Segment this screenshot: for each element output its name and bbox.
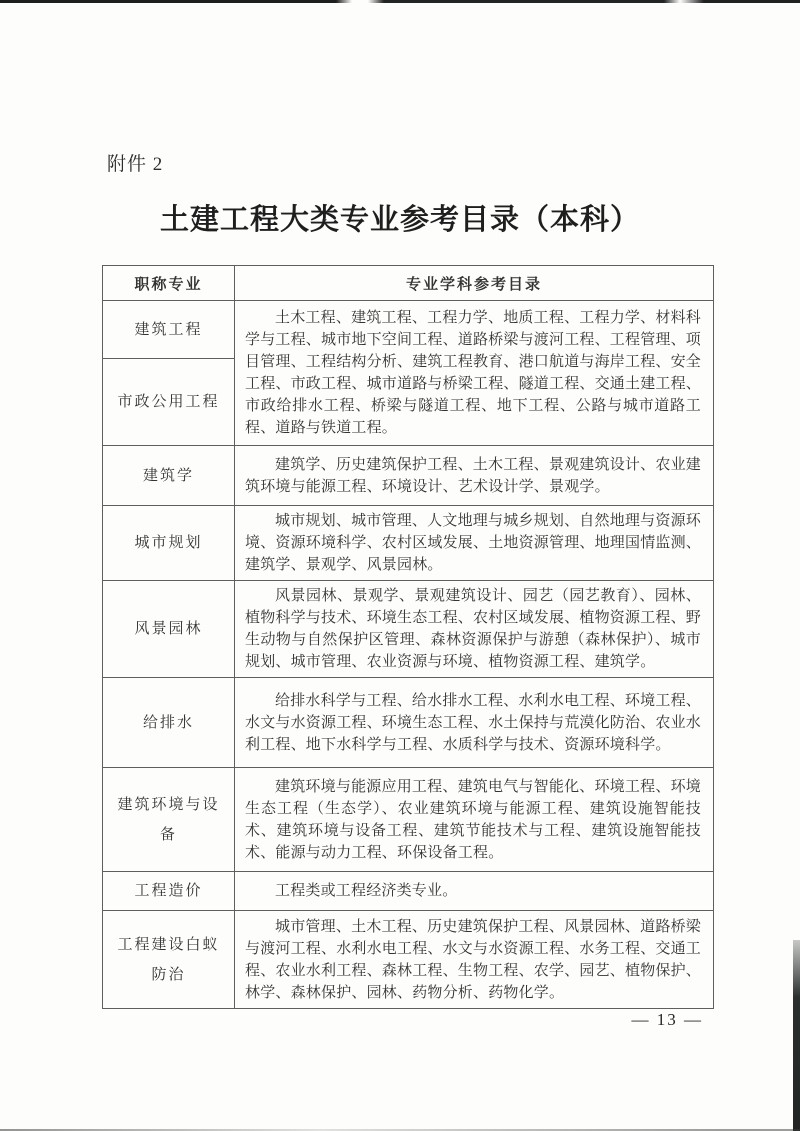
profession-cell-architecture: 建筑学 (103, 446, 235, 506)
catalog-cell-landscape: 风景园林、景观学、景观建筑设计、园艺（园艺教育）、园林、植物科学与技术、环境生态工程、农村区域发展、植物资源工程、野生动物与自然保护区管理、森林资源保护与游憩（森林保护）、城市规划、城市管理、农业资源与环境、植物资源工程、建筑学。 (235, 581, 714, 678)
header-profession: 职称专业 (103, 266, 235, 301)
catalog-cell-urban-planning: 城市规划、城市管理、人文地理与城乡规划、自然地理与资源环境、资源环境科学、农村区域发展、土地资源管理、地理国情监测、建筑学、景观学、风景园林。 (235, 506, 714, 581)
table-row (103, 872, 714, 911)
catalog-cell-construction-municipal: 土木工程、建筑工程、工程力学、地质工程、工程力学、材料科学与工程、城市地下空间工程、道路桥梁与渡河工程、工程管理、项目管理、工程结构分析、建筑工程教育、港口航道与海岸工程、安全工程、市政工程、城市道路与桥梁工程、隧道工程、交通土建工程、市政给排水工程、桥梁与隧道工程、地下工程、公路与城市道路工程、道路与铁道工程。 (235, 301, 714, 446)
page-number: — 13 — (631, 1010, 703, 1029)
table-row (103, 446, 714, 506)
table-header-row (103, 266, 714, 301)
profession-cell-landscape: 风景园林 (103, 581, 235, 678)
table-row (103, 678, 714, 768)
profession-cell-building-environment: 建筑环境与设备 (103, 768, 235, 872)
attachment-label: 附件 2 (107, 154, 164, 175)
table-row (103, 768, 714, 872)
table-row (103, 506, 714, 581)
profession-cell-water-supply: 给排水 (103, 678, 235, 768)
table-row (103, 911, 714, 1009)
table-row (103, 581, 714, 678)
scan-edge-top (0, 0, 800, 3)
catalog-cell-water-supply: 给排水科学与工程、给水排水工程、水利水电工程、环境工程、水文与水资源工程、环境生态工程、水土保持与荒漠化防治、农业水利工程、地下水科学与工程、水质科学与技术、资源环境科学。 (235, 678, 714, 768)
profession-cell-termite-control: 工程建设白蚁防治 (103, 911, 235, 1009)
profession-cell-urban-planning: 城市规划 (103, 506, 235, 581)
profession-cell-cost-engineering: 工程造价 (103, 872, 235, 911)
document-title: 土建工程大类专业参考目录（本科） (159, 204, 640, 236)
profession-cell-municipal: 市政公用工程 (103, 359, 235, 446)
catalog-cell-architecture: 建筑学、历史建筑保护工程、土木工程、景观建筑设计、农业建筑环境与能源工程、环境设计、艺术设计学、景观学。 (235, 446, 714, 506)
catalog-cell-termite-control: 城市管理、土木工程、历史建筑保护工程、风景园林、道路桥梁与渡河工程、水利水电工程、水文与水资源工程、水务工程、交通工程、农业水利工程、森林工程、生物工程、农学、园艺、植物保护、林学、森林保护、园林、药物分析、药物化学。 (235, 911, 714, 1009)
catalog-cell-cost-engineering: 工程类或工程经济类专业。 (235, 872, 714, 911)
scan-edge-right (793, 940, 800, 1131)
reference-table (102, 265, 714, 1009)
table-row (103, 301, 714, 359)
header-catalog: 专业学科参考目录 (235, 266, 714, 301)
profession-cell-construction: 建筑工程 (103, 301, 235, 359)
catalog-cell-building-environment: 建筑环境与能源应用工程、建筑电气与智能化、环境工程、环境生态工程（生态学）、农业建筑环境与能源工程、建筑设施智能技术、建筑环境与设备工程、建筑节能技术与工程、建筑设施智能技术、能源与动力工程、环保设备工程。 (235, 768, 714, 872)
